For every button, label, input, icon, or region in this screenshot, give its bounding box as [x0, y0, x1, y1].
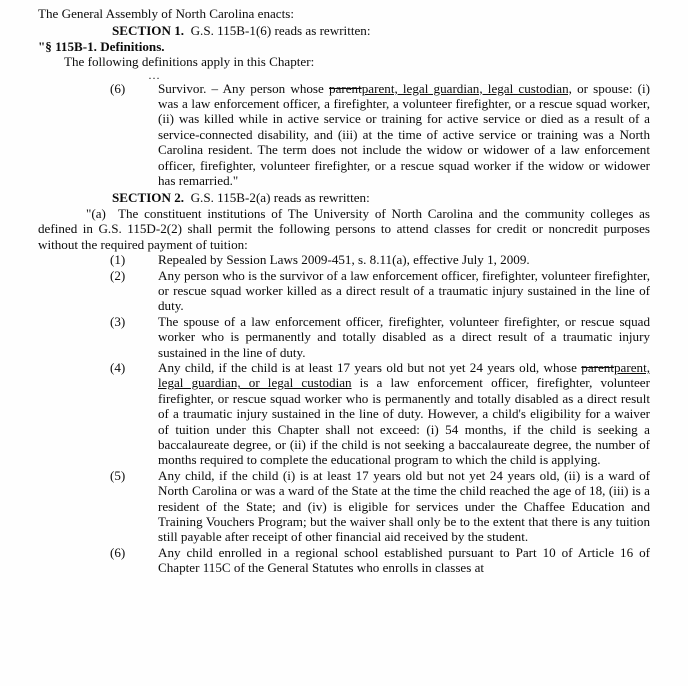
list-item [38, 81, 650, 189]
section-1-label: SECTION 1. [112, 23, 185, 39]
deleted-text: parent [329, 80, 362, 96]
text-before-edit: Any child, if the child is at least 17 years old but not yet 24 years old, whose [158, 359, 582, 375]
inserted-text: parent, legal guardian, or legal custodian [158, 359, 650, 391]
definitions-lead-in: The following definitions apply in this Chapter: [64, 54, 315, 70]
list-item-number: (2) [110, 267, 126, 283]
list-item-number: (5) [110, 467, 126, 483]
list-item [38, 468, 650, 545]
list-item-number: (1) [110, 252, 126, 268]
subsection-a-text: The constituent institutions of The University of North Carolina and the community colleges as defined in G.S. 115D-2(2) shall permit the following persons to attend classes for credit or noncredit purposes without the required payment of tuition: [38, 205, 650, 252]
subsection-a [38, 206, 650, 252]
list-item-number: (3) [110, 313, 126, 329]
section-1-heading [38, 23, 650, 38]
deleted-text: parent [581, 359, 614, 375]
list-item [38, 314, 650, 360]
list-item [38, 268, 650, 314]
text-before-edit: Survivor. – Any person whose [158, 80, 330, 96]
section-2-heading-text: G.S. 115B-2(a) reads as rewritten: [190, 190, 370, 206]
list-item-text [158, 81, 650, 189]
document-body [38, 6, 650, 576]
omitted-text-ellipsis: … [148, 67, 162, 82]
list-item [38, 252, 650, 267]
list-item-text [158, 360, 650, 468]
list-item-number: (6) [110, 544, 126, 560]
inserted-text: parent, legal guardian, legal custodian, [361, 80, 572, 96]
list-item-text: Repealed by Session Laws 2009-451, s. 8.11(a), effective July 1, 2009. [158, 252, 530, 268]
list-item-text: Any child enrolled in a regional school established pursuant to Part 10 of Article 16 of Chapter 115C of the General Statutes who enrolls in classes at [158, 544, 650, 576]
list-item [38, 360, 650, 468]
statute-heading: "§ 115B-1. Definitions. [38, 38, 165, 54]
section-1-heading-text: G.S. 115B-1(6) reads as rewritten: [190, 23, 371, 39]
section-2-heading [38, 190, 650, 205]
list-item-text: The spouse of a law enforcement officer, firefighter, volunteer firefighter, or rescue squad worker who is permanently and totally disabled as a direct result of a traumatic injury sustained in the line of duty. [158, 313, 650, 360]
list-item-text: Any child, if the child (i) is at least 17 years old but not yet 24 years old, (ii) is a ward of North Carolina or was a ward of the State at the time the child reached the age of 18, (iii) is a resident of the State; and (iv) is eligible for services under the Chaffee Education and Training Vouchers Program; but the waiver shall only be to the extent that there is any tuition still payable after receipt of other financial aid received by the student. [158, 467, 650, 545]
enacting-clause: The General Assembly of North Carolina enacts: [38, 6, 294, 21]
subsection-a-label: "(a) [86, 205, 106, 221]
section-2-label: SECTION 2. [112, 190, 185, 206]
list-item-text: Any person who is the survivor of a law enforcement officer, firefighter, volunteer firefighter, or rescue squad worker killed as a direct result of a traumatic injury sustained in the line of duty. [158, 267, 650, 314]
text-after-edit: or spouse: (i) was a law enforcement officer, a firefighter, a volunteer firefighter, or a rescue squad worker, (ii) was killed while in active service or training for active service or died as a result of a service-connected disability, and (iii) at the time of active service or training was a North Carolina resident. The term does not include the widow or widower of a law enforcement officer, firefighter, volunteer firefighter, or a rescue squad worker if the widow or widower has remarried." [158, 80, 650, 189]
list-item-number: (4) [110, 359, 126, 375]
list-item-number: (6) [110, 80, 126, 96]
text-after-edit: is a law enforcement officer, firefighter, volunteer firefighter, or rescue squad worker who is permanently and totally disabled as a direct result of a traumatic injury sustained in the line of duty. However, a child's eligibility for a waiver of tuition under this Chapter shall not exceed: (i) 54 months, if the child is seeking a baccalaureate degree, or (ii) if the child is not seeking a baccalaureate degree, the number of months required to complete the educational program to which the child is applying. [158, 375, 650, 468]
list-item [38, 545, 650, 576]
